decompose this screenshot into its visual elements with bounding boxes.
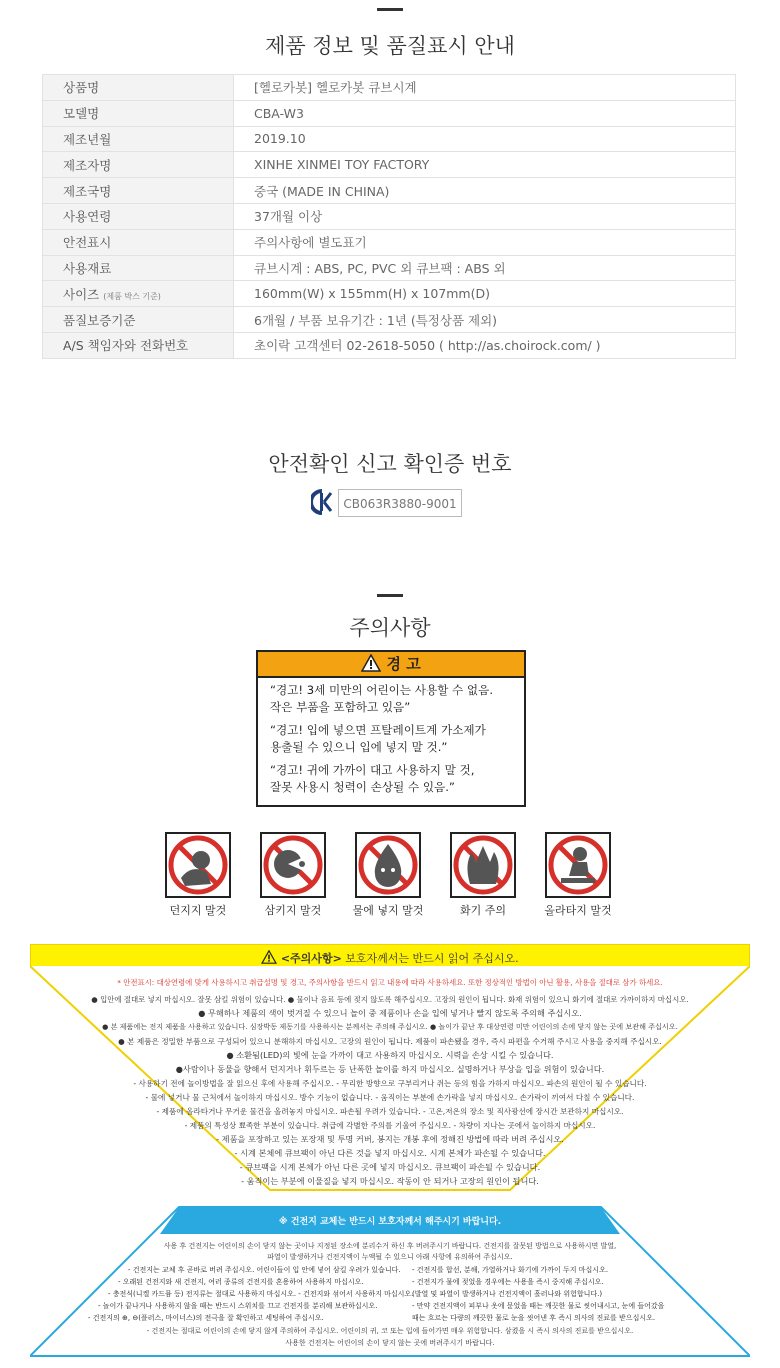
size-label-note: (제품 박스 기준) bbox=[103, 291, 161, 301]
icon-label: 던지지 말것 bbox=[169, 904, 227, 917]
battery-header: ※ 건전지 교체는 반드시 보호자께서 해주시기 바랍니다. bbox=[278, 1217, 502, 1227]
row-value: [헬로카봇] 헬로카봇 큐브시계 bbox=[234, 75, 736, 101]
row-value: 37개월 이상 bbox=[234, 203, 736, 229]
row-label: 제조자명 bbox=[43, 152, 234, 178]
notice-line: - 큐브팩을 시계 본체가 아닌 다른 곳에 넣지 마십시오. 큐브팩이 파손될 수 있습니다. bbox=[239, 1162, 541, 1172]
notice-header-bold: <주의사항> bbox=[280, 952, 342, 965]
icon-label: 화기 주의 bbox=[459, 904, 506, 917]
battery-line: - 오래된 건전지와 새 건전지, 여러 종류의 건전지를 혼용하여 사용하지 마십시오. bbox=[118, 1278, 364, 1286]
table-row bbox=[43, 178, 736, 204]
no-swallow-icon bbox=[260, 832, 326, 898]
battery-line: - 건전지의 ⊕, ⊖(플러스, 마이너스)의 전극을 잘 확인하고 세팅하여 주십시오. bbox=[88, 1314, 324, 1322]
product-info-table bbox=[42, 74, 736, 359]
safety-title: 안전확인 신고 확인증 번호 bbox=[268, 452, 512, 476]
notice-line: ●사람이나 동물을 향해서 던지거나 휘두르는 등 난폭한 놀이를 하지 마십시오. 실명하거나 부상을 입을 위험이 있습니다. bbox=[175, 1064, 605, 1074]
battery-line: - 건전지를 합선, 분해, 가열하거나 화기에 가까이 두지 마십시오. bbox=[412, 1266, 609, 1274]
table-row bbox=[43, 332, 736, 358]
no-ride-icon bbox=[545, 832, 611, 898]
table-row bbox=[43, 203, 736, 229]
notice-line: - 사용하기 전에 놀이방법을 잘 읽으신 후에 사용해 주십시오. - 무리한 방향으로 구부리거나 쥐는 등의 힘을 가하지 마십시오. 파손의 원인이 될 수 있습니다. bbox=[133, 1079, 647, 1088]
warning-triangle-icon bbox=[261, 950, 277, 964]
cert-number: CB063R3880-9001 bbox=[338, 489, 462, 517]
no-throw-icon bbox=[165, 832, 231, 898]
row-label: A/S 책임자와 전화번호 bbox=[43, 332, 234, 358]
row-label: 안전표시 bbox=[43, 229, 234, 255]
battery-line: - 건전지는 교체 후 곧바로 버려 주십시오. 어린이들이 입 안에 넣어 삼킬 우려가 있습니다. bbox=[128, 1266, 401, 1274]
caution-title: 주의사항 bbox=[349, 616, 431, 640]
notice-line: - 물에 넣거나 물 근처에서 놀이하지 마십시오. 방수 기능이 없습니다. - 움직이는 부분에 손가락을 넣지 마십시오. 손가락이 끼여서 다칠 수 있습니다. bbox=[145, 1093, 635, 1102]
row-value: 주의사항에 별도표기 bbox=[234, 229, 736, 255]
table-row bbox=[43, 75, 736, 101]
notice-line: - 제품의 특성상 뾰족한 부분이 있습니다. 취급에 각별한 주의를 기울여 주십시오. - 차량이 지나는 곳에서 놀이하지 마십시오. bbox=[184, 1121, 596, 1130]
warning-line: “경고! 입에 넣으면 프탈레이트계 가소제가 bbox=[270, 723, 486, 737]
section-divider bbox=[377, 8, 403, 11]
row-value: 2019.10 bbox=[234, 126, 736, 152]
battery-line: (발열 및 파열이 발생하거나 건전지액이 흘러나와 위험합니다.) bbox=[412, 1290, 603, 1298]
notice-header bbox=[0, 950, 780, 966]
warning-header-text: 경 고 bbox=[386, 655, 421, 673]
table-row bbox=[43, 126, 736, 152]
table-row bbox=[43, 152, 736, 178]
notice-line: ● 소환됨(LED)의 빛에 눈을 가까이 대고 사용하지 마십시오. 시력을 손상 시킬 수 있습니다. bbox=[226, 1050, 554, 1060]
table-row bbox=[43, 307, 736, 333]
icon-label: 삼키지 말것 bbox=[264, 904, 322, 917]
battery-line: - 건전지가 물에 젖었을 경우에는 사용을 즉시 중지해 주십시오. bbox=[412, 1278, 604, 1286]
notice-line: - 제품을 포장하고 있는 포장재 및 투명 커버, 봉지는 개봉 후에 정해진 방법에 따라 버려 주십시오. bbox=[216, 1134, 564, 1144]
table-row bbox=[43, 229, 736, 255]
warning-box bbox=[256, 650, 526, 807]
notice-line: - 움직이는 부분에 이물질을 넣지 마십시오. 작동이 안 되거나 고장의 원인이 됩니다. bbox=[241, 1176, 539, 1186]
icon-label: 물에 넣지 말것 bbox=[352, 904, 424, 917]
row-label: 사용연령 bbox=[43, 203, 234, 229]
row-label: 품질보증기준 bbox=[43, 307, 234, 333]
battery-line: - 충전식(니켈 카드뮴 등) 전지류는 절대로 사용하지 마십시오. - 건전지와 섞어서 사용하지 마십시오. bbox=[108, 1290, 414, 1298]
warning-line: 잘못 사용시 청력이 손상될 수 있음.” bbox=[270, 780, 455, 794]
notice-red: * 안전표시: 대상연령에 맞게 사용하시고 취급설명 및 경고, 주의사항을 반드시 읽고 내용에 따라 사용하세요. 또한 정상적인 방법이 아닌 활용, 사용을 절대로 삼가 하세요. bbox=[117, 978, 663, 987]
section-divider bbox=[377, 594, 403, 597]
battery-line: - 건전지는 절대로 어린이의 손에 닿지 않게 주의하여 주십시오. 어린이의 귀, 코 또는 입에 들어가면 매우 위험합니다. 삼켰을 시 즉시 의사의 진료를 받으십시오. bbox=[146, 1327, 634, 1335]
product-info-title: 제품 정보 및 품질표시 안내 bbox=[265, 34, 515, 58]
battery-line: - 놀이가 끝나거나 사용하지 않을 때는 반드시 스위치를 끄고 건전지를 분리해 보관하십시오. bbox=[98, 1302, 378, 1310]
row-label bbox=[43, 281, 234, 307]
kc-mark-icon bbox=[311, 489, 333, 515]
warning-header bbox=[258, 652, 524, 678]
fire-caution-icon bbox=[450, 832, 516, 898]
no-water-icon bbox=[355, 832, 421, 898]
battery-line: 파열이 발생하거나 건전지액이 누액될 수 있으니 아래 사항에 유의하여 주십시오. bbox=[267, 1253, 513, 1261]
size-label: 사이즈 bbox=[63, 286, 100, 302]
row-label: 사용재료 bbox=[43, 255, 234, 281]
row-value: 160mm(W) x 155mm(H) x 107mm(D) bbox=[234, 281, 736, 307]
battery-line: 때는 흐르는 다량의 깨끗한 물로 눈을 씻어낸 후 즉시 의사의 진료를 받으십시오. bbox=[412, 1314, 656, 1322]
notice-line: ● 본 제품에는 전지 제품을 사용하고 있습니다. 심장박동 제동기를 사용하시는 분께서는 주의해 주십시오. ● 놀이가 끝난 후 대상연령 미만 어린이의 손에 닿지 않는 곳에 보관해 주십시오. bbox=[102, 1022, 678, 1031]
row-label: 상품명 bbox=[43, 75, 234, 101]
row-value: XINHE XINMEI TOY FACTORY bbox=[234, 152, 736, 178]
notice-line: ● 입안에 절대로 넣지 마십시오. 잘못 삼킬 위험이 있습니다. ● 물이나 음료 등에 젖지 않도록 해주십시오. 고장의 원인이 됩니다. 화재 위험이 있으니 화기에 절대로 가까이하지 마십시오. bbox=[91, 995, 689, 1004]
battery-line: - 만약 건전지액이 피부나 옷에 묻었을 때는 깨끗한 물로 씻어내시고, 눈에 들어갔을 bbox=[412, 1302, 665, 1310]
battery-line: 사용 후 건전지는 어린이의 손이 닿지 않는 곳이나 지정된 장소에 분리수거 하신 후 버려주시기 바랍니다. 건전지를 잘못된 방법으로 사용하시면 발열, bbox=[163, 1242, 617, 1250]
row-value: 6개월 / 부품 보유기간 : 1년 (특정상품 제외) bbox=[234, 307, 736, 333]
notice-line: - 제품에 올라타거나 무거운 물건을 올려놓지 마십시오. 파손될 우려가 있습니다. - 고온,저온의 장소 및 직사광선에 장시간 보관하지 마십시오. bbox=[156, 1107, 624, 1116]
battery-line: 사용한 건전지는 어린이의 손이 닿지 않는 곳에 버려주시기 바랍니다. bbox=[285, 1339, 495, 1347]
table-row bbox=[43, 100, 736, 126]
row-label: 제조국명 bbox=[43, 178, 234, 204]
row-value: 큐브시계 : ABS, PC, PVC 외 큐브팩 : ABS 외 bbox=[234, 255, 736, 281]
notice-line: - 시계 본체에 큐브팩이 아닌 다른 것을 넣지 마십시오. 시계 본체가 파손될 수 있습니다. bbox=[234, 1148, 546, 1158]
table-row bbox=[43, 281, 736, 307]
warning-line: 작은 부품을 포함하고 있음” bbox=[270, 700, 411, 714]
notice-line: ● 무해하나 제품의 색이 벗겨질 수 있으니 놀이 중 제품이나 손을 입에 넣거나 빨지 않도록 주의해 주십시오. bbox=[198, 1008, 582, 1018]
row-value: 중국 (MADE IN CHINA) bbox=[234, 178, 736, 204]
row-value: CBA-W3 bbox=[234, 100, 736, 126]
warning-line: “경고! 3세 미만의 어린이는 사용할 수 없음. bbox=[270, 683, 494, 697]
table-row bbox=[43, 255, 736, 281]
warning-line: 용출될 수 있으니 입에 넣지 말 것.” bbox=[270, 740, 448, 754]
row-label: 제조년월 bbox=[43, 126, 234, 152]
row-label: 모델명 bbox=[43, 100, 234, 126]
row-value: 초이락 고객센터 02-2618-5050 ( http://as.choirock.com/ ) bbox=[234, 332, 736, 358]
warning-triangle-icon bbox=[361, 654, 381, 672]
notice-line: ● 본 제품은 정밀한 부품으로 구성되어 있으니 분해하지 마십시오. 고장의 원인이 됩니다. 제품이 파손됐을 경우, 즉시 파편을 수거해 주시고 사용을 중지해 주십시오. bbox=[118, 1037, 662, 1046]
warning-line: “경고! 귀에 가까이 대고 사용하지 말 것, bbox=[270, 763, 475, 777]
notice-header-rest: 보호자께서는 반드시 읽어 주십시오. bbox=[341, 952, 519, 965]
icon-label: 올라타지 말것 bbox=[544, 904, 612, 917]
